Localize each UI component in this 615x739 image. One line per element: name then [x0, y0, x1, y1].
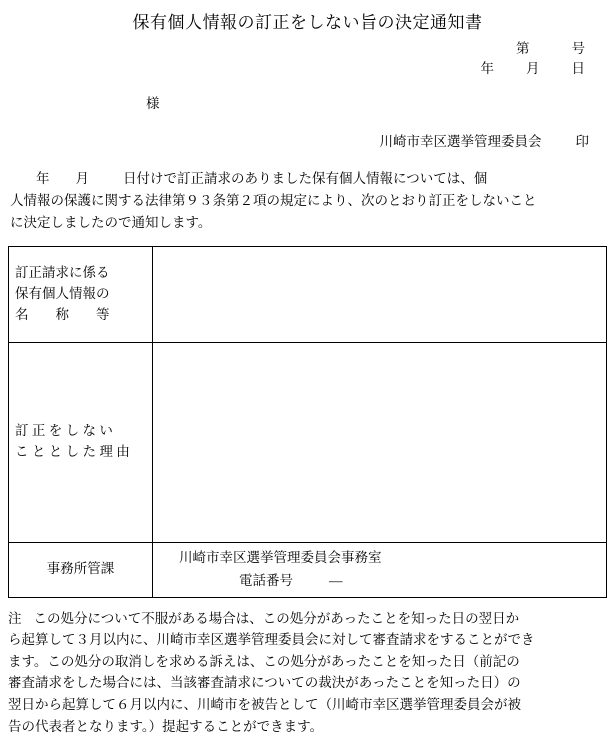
row-value-target-info[interactable]	[153, 246, 607, 342]
body-line-3: に決定しましたので通知します。	[10, 214, 212, 230]
date-day-label: 日	[571, 60, 585, 76]
date-month-label: 月	[526, 60, 540, 76]
document-number-prefix: 第	[516, 41, 530, 56]
office-name: 川崎市幸区選挙管理委員会事務室	[179, 549, 382, 565]
page-title: 保有個人情報の訂正をしない旨の決定通知書	[132, 13, 483, 32]
decision-table	[8, 246, 607, 598]
footnote-line-4: 審査請求をした場合には、当該審査請求についての裁決があったことを知った日）の	[8, 675, 521, 691]
row-label-target-info	[9, 246, 153, 342]
footnote-line-5: 翌日から起算して６月以内に、川崎市を被告として（川崎市幸区選挙管理委員会が被	[8, 696, 521, 712]
issuer-name: 川崎市幸区選挙管理委員会	[379, 134, 542, 150]
issuer-line	[8, 130, 607, 150]
row-value-office	[153, 542, 607, 597]
document-page	[0, 8, 615, 739]
row-label-line-1: 訂 正 を し な い	[15, 423, 113, 439]
table-row	[9, 342, 607, 542]
date-year-label: 年	[480, 60, 494, 76]
body-line-2: 人情報の保護に関する法律第９３条第２項の規定により、次のとおり訂正をしないこと	[10, 192, 537, 208]
seal-mark: 印	[575, 134, 589, 150]
footnote-mark: 注	[8, 610, 22, 626]
table-row	[9, 246, 607, 342]
row-label-line-3: 名 称 等	[15, 306, 110, 322]
office-name-line	[159, 547, 600, 570]
row-label-line-2: こ と と し た 理 由	[15, 444, 130, 460]
body-text	[8, 168, 607, 234]
footnote	[8, 608, 607, 738]
footnote-line-6: 告の代表者となります。）提起することができます。	[8, 718, 324, 734]
addressee-line: 様	[146, 96, 160, 112]
footnote-line-3: ます。この処分の取消しを求める訴えは、この処分があったことを知った日（前記の	[8, 653, 520, 669]
row-label-reason	[9, 342, 153, 542]
row-label-office: 事務所管課	[9, 542, 153, 597]
phone-value: ―	[329, 572, 343, 588]
footnote-line-2: ら起算して３月以内に、川崎市幸区選挙管理委員会に対して審査請求をすることができ	[8, 632, 535, 648]
footnote-line-1: この処分について不服がある場合は、この処分があったことを知った日の翌日か	[33, 610, 520, 626]
document-number-line	[8, 39, 585, 59]
table-row	[9, 542, 607, 597]
document-number-block	[8, 39, 607, 78]
phone-label: 電話番号	[239, 572, 293, 588]
office-phone-line	[159, 570, 600, 593]
row-label-line-2: 保有個人情報の	[15, 285, 110, 301]
row-value-reason[interactable]	[153, 342, 607, 542]
body-date-year: 年	[36, 171, 50, 187]
document-number-suffix: 号	[571, 41, 585, 56]
body-line-1: 日付けで訂正請求のありました保有個人情報については、個	[123, 171, 488, 187]
body-date-month: 月	[75, 171, 89, 187]
row-label-line-1: 訂正請求に係る	[15, 264, 110, 280]
document-date-line	[8, 59, 585, 79]
